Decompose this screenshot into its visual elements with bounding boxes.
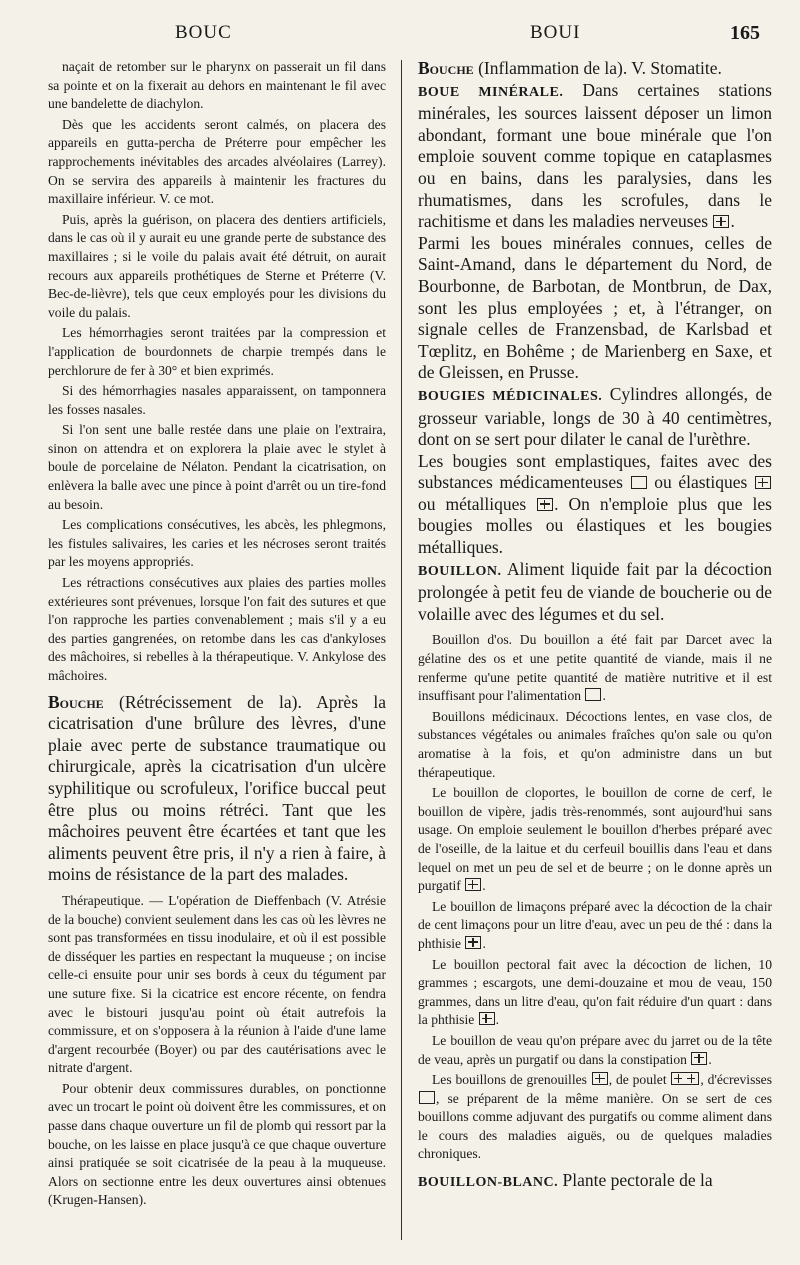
entry-headword: BOUE MINÉRALE. (418, 84, 564, 100)
plus-box-icon (537, 498, 553, 511)
paragraph (48, 211, 386, 323)
empty-box-icon (631, 476, 647, 489)
paragraph-text: Parmi les boues minérales connues, celles de Saint-Amand, dans le département du Nord, de Bourbonne, de Barbotan, de Montbrun, de Dax, sont les plus employées ; et, à l'étranger, on signale celles de Franzensbad, de Karlsbad et Tœplitz, en Bohême ; de Marienberg en Saxe, et de Gleissen, en Prusse. (418, 232, 772, 383)
entry-headword: Bouche (48, 691, 104, 712)
entry-headword: Bouche (418, 58, 474, 78)
paragraph-text: Bouillon d'os. Du bouillon a été fait par Darcet avec la gélatine des os et une petite quantité de viande, mais il ne renferme qu'une petite quantité de matière nutritive et il est insuffisant pour l'alimentation . (418, 632, 772, 704)
paragraph (418, 384, 772, 451)
plus-box-icon (479, 1012, 495, 1025)
paragraph-text: Les hémorrhagies seront traitées par la compression et l'application de bourdonnets de charpie trempés dans le perchlorure de fer à 30° et bien exprimés. (48, 325, 386, 378)
paragraph (48, 421, 386, 514)
paragraph (48, 116, 386, 209)
paragraph (418, 898, 772, 954)
page-number: 165 (730, 22, 760, 44)
paragraph-text: Le bouillon de cloportes, le bouillon de corne de cerf, le bouillon de vipère, jadis très-renommés, sont aujourd'hui sans usage. On emploie seulement le bouillon d'herbes préparé avec de l'oseille, de la laitue et du cerfeuil bouillis dans l'eau et dans lequel on met un peu de sel et de beurre ; on le donne après un purgatif . (418, 785, 772, 894)
paragraph-text: Thérapeutique. — L'opération de Dieffenbach (V. Atrésie de la bouche) convient seulement dans les cas où les lèvres ne sont pas transformées en tissu inodulaire, et où il est possible de disséquer les parties en respectant la muqueuse ; on incise celle-ci ensuite pour unir ses bords à ceux du tégument par une suture fixe. Si la cicatrice est encore récente, on fendra avec le bistouri jusqu'au point où était autrefois la commissure, et on s'opposera à la réunion à l'aide d'une lame d'argent recourbée (Boyer) ou par des cautérisations avec le nitrate d'argent. (48, 892, 386, 1076)
plus-box-icon (671, 1072, 699, 1085)
left-column (48, 58, 386, 1210)
empty-box-icon (419, 1091, 435, 1104)
paragraph (48, 382, 386, 419)
paragraph-text: Si l'on sent une balle restée dans une plaie on l'extraira, sinon on attendra et on explorera la plaie avec le stylet à boule de porcelaine de Nélaton. Pendant la cicatrisation, on enlèvera la balle avec une pince à point d'arrêt ou un tire-fond au besoin. (48, 422, 386, 512)
right-column (418, 58, 772, 1194)
paragraph (418, 1071, 772, 1164)
paragraph-text: Les bouillons de grenouilles , de poulet , d'écrevisses , se préparent de la même manière. On se sert de ces bouillons comme adjuvant des purgatifs ou comme aliment dans le cours des maladies aiguës, ou de quelques maladies chroniques. (418, 1072, 772, 1162)
header-left-guide-word: BOUC (175, 22, 232, 43)
plus-box-icon (465, 936, 481, 949)
paragraph (48, 324, 386, 380)
paragraph (418, 233, 772, 384)
paragraph (48, 692, 386, 886)
paragraph-text: Les rétractions consécutives aux plaies des parties molles extérieures sont prévenues, lorsque l'on fait des sutures et que l'on rapproche les parties convenablement ; mais s'il y a eu des parties gangrenées, on retombe dans les cas d'ankyloses des mâchoires, si rebelles à la thérapeutique. V. Ankylose des mâchoires. (48, 575, 386, 683)
paragraph-text: Le bouillon pectoral fait avec la décoction de lichen, 10 grammes ; escargots, une demi-douzaine et mou de veau, 150 grammes, dans un litre d'eau, qu'on fait réduire d'un quart : dans la phthisie . (418, 956, 772, 1028)
paragraph (418, 784, 772, 896)
column-divider (401, 60, 402, 1240)
paragraph (418, 1032, 772, 1069)
paragraph (48, 1080, 386, 1210)
paragraph (48, 574, 386, 686)
plus-box-icon (592, 1072, 608, 1085)
paragraph (418, 559, 772, 626)
paragraph-text: Dès que les accidents seront calmés, on placera des appareils en gutta-percha de Préterre pour empêcher les rapprochements inévitables des arcades alvéolaires (Larrey). On se servira des appareils à maintenir les fractures du maxillaire inférieur. V. ce mot. (48, 116, 386, 207)
paragraph (418, 1170, 772, 1194)
paragraph-text: Plante pectorale de la (558, 1170, 713, 1191)
paragraph (418, 956, 772, 1030)
paragraph-text: Puis, après la guérison, on placera des dentiers artificiels, dans le cas où il y aurait eu une grande perte de substance des maxillaires ; si le voile du palais avait été détruit, on aurait recours aux appareils prothétiques de Sterne et Préterre (V. Bec-de-lièvre), tels que ceux employés pour les divisions du voile du palais. (48, 211, 386, 320)
paragraph-text: (Inflammation de la). V. Stomatite. (473, 58, 722, 78)
paragraph (48, 58, 386, 114)
running-header (0, 22, 800, 52)
entry-headword: BOUGIES MÉDICINALES. (418, 388, 603, 404)
entry-headword: BOUILLON-BLANC. (418, 1175, 559, 1191)
paragraph (418, 58, 772, 80)
paragraph-text: Pour obtenir deux commissures durables, on ponctionne avec un trocart le point où doivent être les commissures, et on passe dans chaque ouverture un fil de plomb qui ressort par la bouche, on les laisse en place jusqu'à ce que chaque ouverture ainsi pratiquée se soit cicatrisée de la peau à la muqueuse. Alors on sectionne entre les deux ouvertures ainsi obtenues (Krugen-Hansen). (48, 1080, 386, 1208)
plus-box-icon (713, 215, 729, 228)
paragraph-text: naçait de retomber sur le pharynx on passerait un fil dans sa pointe et on la fixerait au dehors en maintenant le fil avec une bandelette de diachylon. (48, 59, 386, 112)
paragraph-text: Si des hémorrhagies nasales apparaissent, on tamponnera les fosses nasales. (48, 383, 386, 417)
plus-box-icon (691, 1052, 707, 1065)
entry-headword: BOUILLON. (418, 563, 502, 579)
paragraph (418, 451, 772, 559)
paragraph-text: Les complications consécutives, les abcès, les phlegmons, les fistules salivaires, les caries et les nécroses seront traités par les moyens appropriés. (48, 517, 386, 570)
paragraph (48, 516, 386, 572)
paragraph-text: Le bouillon de veau qu'on prépare avec du jarret ou de la tête de veau, après un purgatif ou dans la constipation . (418, 1032, 772, 1067)
plus-box-icon (755, 476, 771, 489)
paragraph (48, 892, 386, 1078)
paragraph-text: Dans certaines stations minérales, les sources laissent déposer un limon abondant, formant une boue minérale que l'on emploie souvent comme topique en cataplasmes ou en bains, dans les paralysies, dans les rhumatismes, dans les scrofules, dans le rachitisme et dans les maladies nerveuses . (418, 79, 772, 232)
paragraph (418, 708, 772, 782)
empty-box-icon (585, 688, 601, 701)
paragraph-text: Les bougies sont emplastiques, faites avec des substances médicamenteuses ou élastiques ou métalliques . On n'emploie plus que les bougies molles ou élastiques et les bougies métalliques. (418, 450, 772, 558)
paragraph-text: Le bouillon de limaçons préparé avec la décoction de la chair de cent limaçons pour un litre d'eau, avec un peu de thé : dans la phthisie . (418, 898, 772, 951)
paragraph-text: Cylindres allongés, de grosseur variable, longs de 30 à 40 centimètres, dont on se sert pour dilater le canal de l'urèthre. (418, 383, 772, 450)
paragraph (418, 631, 772, 705)
paragraph (418, 80, 772, 233)
paragraph-text: (Rétrécissement de la). Après la cicatrisation d'une brûlure des lèvres, d'une plaie avec perte de substance traumatique ou chirurgicale, après la cicatrisation d'un ulcère syphilitique ou scrofuleux, l'orifice buccal peut être plus ou moins rétréci. Tant que les mâchoires peuvent être écartées et tant que les aliments peuvent être pris, il n'y a rien à faire, à moins de résistance de la part des malades. (48, 691, 386, 885)
paragraph-text: Bouillons médicinaux. Décoctions lentes, en vase clos, de substances végétales ou animales fraîches qu'on sale ou qu'on aromatise à la fois, et qu'on administre dans un but thérapeutique. (418, 708, 772, 780)
plus-box-icon (465, 878, 481, 891)
paragraph-text: Aliment liquide fait par la décoction prolongée à petit feu de viande de boucherie ou de volaille avec des légumes et du sel. (418, 558, 772, 624)
header-right-guide-word: BOUI (530, 22, 581, 43)
